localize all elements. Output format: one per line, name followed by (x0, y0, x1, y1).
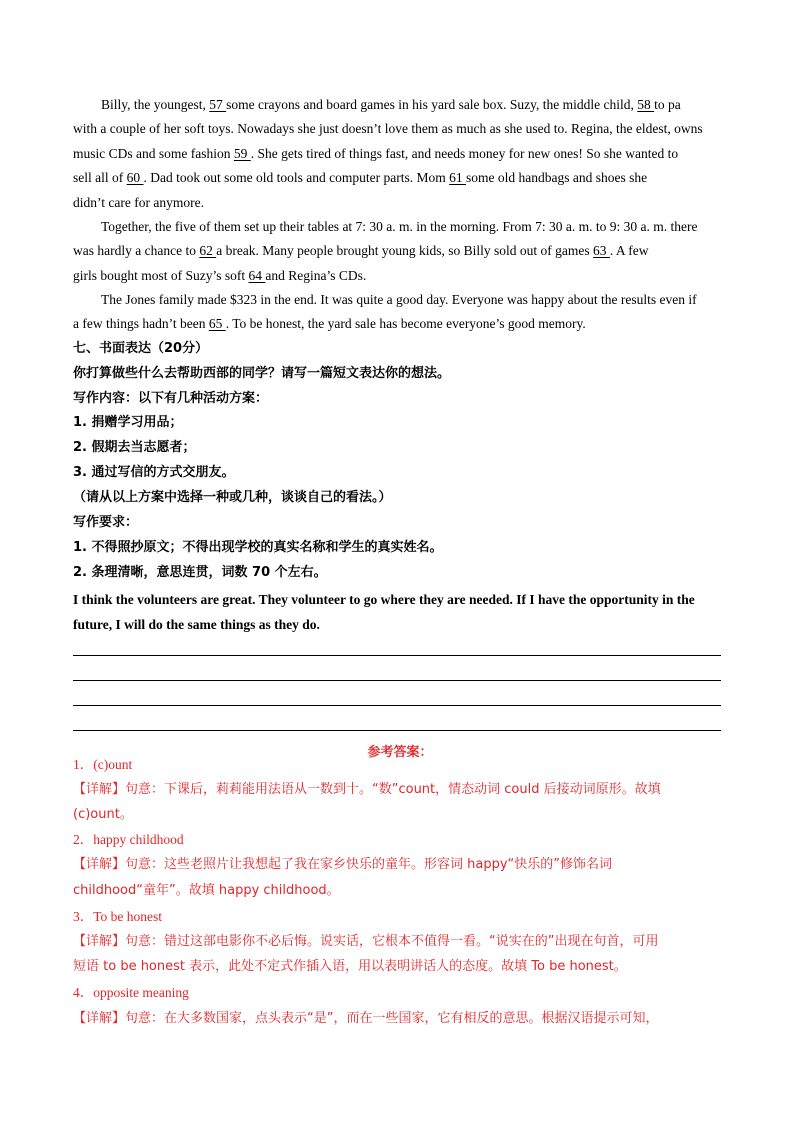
answers-title: 参考答案： (367, 745, 433, 760)
answer-2-detail: childhood“童年”。故填 happy childhood。 (73, 883, 340, 898)
text-run: a few things hadn’t been (73, 316, 209, 331)
content-label: 写作内容：以下有几种活动方案： (73, 391, 269, 406)
text-run: girls bought most of Suzy’s soft (73, 268, 249, 283)
text-run: Billy, the youngest, (101, 97, 210, 112)
text-run: a break. Many people brought young kids, so Billy sold out of games (216, 243, 594, 258)
blank-61: 61 (449, 170, 466, 185)
passage-line: didn’t care for anymore. (73, 195, 204, 210)
passage-line (73, 146, 733, 162)
answer-1-detail: 【详解】句意：下课后，莉莉能用法语从一数到十。“数”count，情态动词 could 后接动词原形。故填 (73, 782, 661, 797)
text-run: . A few (609, 243, 649, 258)
passage-line (73, 316, 733, 332)
passage-line: with a couple of her soft toys. Nowadays she just doesn’t love them as much as she used to. Regina, the eldest, owns (73, 121, 703, 136)
blank-58: 58 (637, 97, 655, 112)
blank-60: 60 (126, 170, 144, 185)
passage-line: The Jones family made $323 in the end. It was quite a good day. Everyone was happy about the results even if (101, 292, 697, 307)
writing-line (73, 655, 721, 656)
writing-line (73, 730, 721, 731)
text-run: some crayons and board games in his yard sale box. Suzy, the middle child, (226, 97, 638, 112)
answer-3-detail: 短语 to be honest 表示，此处不定式作插入语，用以表明讲话人的态度。故填 To be honest。 (73, 959, 627, 974)
passage-line (73, 243, 733, 259)
blank-62: 62 (199, 243, 217, 258)
blank-59: 59 (233, 146, 251, 161)
blank-65: 65 (208, 316, 226, 331)
text-run: and Regina’s CDs. (265, 268, 367, 283)
blank-63: 63 (593, 243, 610, 258)
answer-2-detail: 【详解】句意：这些老照片让我想起了我在家乡快乐的童年。形容词 happy“快乐的”修饰名词 (73, 857, 613, 872)
passage-line (73, 170, 733, 186)
text-run: sell all of (73, 170, 127, 185)
answer-4-detail: 【详解】句意：在大多数国家，点头表示“是”，而在一些国家，它有相反的意思。根据汉语提示可知， (73, 1011, 659, 1026)
answer-3: 3．To be honest (73, 909, 163, 924)
answer-1: 1．(c)ount (73, 757, 133, 772)
answer-2: 2．happy childhood (73, 832, 184, 847)
blank-57: 57 (209, 97, 227, 112)
requirements-label: 写作要求： (73, 515, 139, 530)
text-run: . Dad took out some old tools and computer parts. Mom (143, 170, 450, 185)
requirement-2: 2. 条理清晰，意思连贯，词数 70 个左右。 (73, 565, 327, 580)
text-run: . To be honest, the yard sale has become everyone’s good memory. (225, 316, 586, 331)
text-run: to pa (654, 97, 681, 112)
requirement-1: 1. 不得照抄原文；不得出现学校的真实名称和学生的真实姓名。 (73, 540, 443, 555)
option-1: 1. 捐赠学习用品； (73, 415, 183, 430)
passage-line: Together, the five of them set up their tables at 7: 30 a. m. in the morning. From 7: 30 a. m. to 9: 30 a. m. there (101, 219, 698, 234)
passage-line (73, 268, 733, 284)
writing-line (73, 680, 721, 681)
answer-3-detail: 【详解】句意：错过这部电影你不必后悔。说实话，它根本不值得一看。“说实在的”出现在句首，可用 (73, 934, 659, 949)
writing-line (73, 705, 721, 706)
option-3: 3. 通过写信的方式交朋友。 (73, 465, 235, 480)
sample-essay-line: I think the volunteers are great. They volunteer to go where they are needed. If I have the opportunity in the (73, 592, 695, 607)
writing-prompt: 你打算做些什么去帮助西部的同学？请写一篇短文表达你的想法。 (73, 366, 451, 381)
answer-1-detail: (c)ount。 (73, 807, 133, 822)
writing-note: （请从以上方案中选择一种或几种，谈谈自己的看法。） (73, 490, 392, 505)
section-title: 七、书面表达（20分） (73, 341, 209, 356)
sample-essay-line: future, I will do the same things as they do. (73, 617, 320, 632)
text-run: some old handbags and shoes she (465, 170, 648, 185)
text-run: was hardly a chance to (73, 243, 200, 258)
text-run: . She gets tired of things fast, and needs money for new ones! So she wanted to (250, 146, 679, 161)
answer-4: 4．opposite meaning (73, 985, 189, 1000)
blank-64: 64 (248, 268, 266, 283)
text-run: music CDs and some fashion (73, 146, 234, 161)
option-2: 2. 假期去当志愿者； (73, 440, 196, 455)
passage-line (101, 97, 733, 113)
